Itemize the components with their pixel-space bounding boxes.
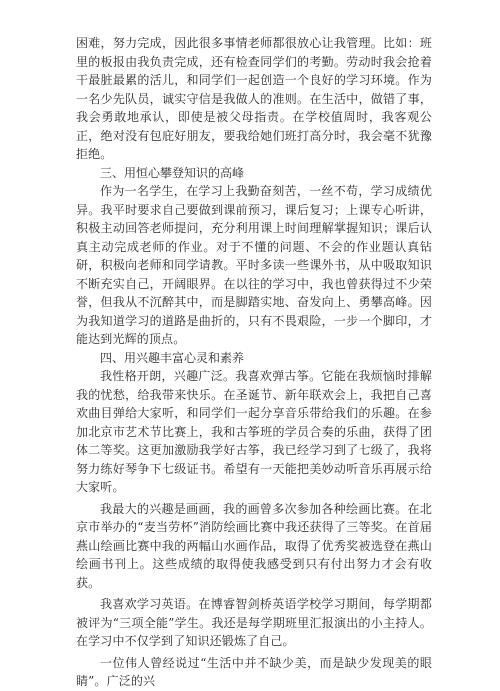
paragraph-3: 我性格开朗，兴趣广泛。我喜欢弹古筝。它能在我烦恼时排解我的忧愁，给我带来快乐。在圣诞节、新年联欢会上，我把自己喜欢曲目弹给大家听，和同学们一起分享音乐带给我们的乐趣。在参加北京市艺术节比赛上，我和古筝班的学员合奏的乐曲，获得了团体二等奖。这更加激励我学好古筝，我已经学习到了七级了，我将努力练好琴争下七级证书。希望有一天能把美妙动听音乐再展示给大家听。 <box>76 369 432 494</box>
paragraph-4: 我最大的兴趣是画画，我的画曾多次参加各种绘画比赛。在北京市举办的“麦当劳杯”消防绘画比赛中我还获得了三等奖。在首届燕山绘画比赛中我的两幅山水画作品，取得了优秀奖被选登在燕山绘画书刊上。这些成绩的取得使我感受到只有付出努力才会有收获。 <box>76 501 432 590</box>
paragraph-6: 一位伟人曾经说过“生活中并不缺少美，而是缺少发现美的眼睛”。广泛的兴 <box>76 655 432 688</box>
paragraph-2: 作为一名学生，在学习上我勤奋刻苦，一丝不苟，学习成绩优异。我平时要求自己要做到课前预习，课后复习；上课专心听讲，积极主动回答老师提问，充分利用课上时间理解掌握知识；课后认真主动完成老师的作业。对于不懂的问题、不会的作业题认真钻研，积极向老师和同学请教。平时多读一些课外书，从中吸取知识不断充实自己，开阔眼界。在以往的学习中，我也曾获得过不少荣誉，但我从不沉醉其中，而是脚踏实地、奋发向上、勇攀高峰。因为我知道学习的道路是曲折的，只有不畏艰险，一步一个脚印，才能达到光辉的顶点。 <box>76 184 432 346</box>
paragraph-1: 困难，努力完成，因此很多事情老师都很放心让我管理。比如：班里的板报由我负责完成，还有检查同学们的考勤。劳动时我会抢着干最脏最累的活儿，和同学们一起创造一个良好的学习环境。作为一名少先队员，诚实守信是我做人的准则。在生活中，做错了事，我会勇敢地承认，即使是被父母指责。在学校值周时，我客观公正，绝对没有包庇好朋友，要我给她们班打高分时，我会毫不犹豫拒绝。 <box>76 36 432 161</box>
section-heading-3: 三、用恒心攀登知识的高峰 <box>100 165 245 180</box>
section-heading-4: 四、用兴趣丰富心灵和素养 <box>100 350 245 365</box>
paragraph-5: 我喜欢学习英语。在博睿智剑桥英语学校学习期间，每学期都被评为“三项全能”学生。我还是每学期班里汇报演出的小主持人。在学习中不仅学到了知识还锻炼了自己。 <box>76 597 432 648</box>
